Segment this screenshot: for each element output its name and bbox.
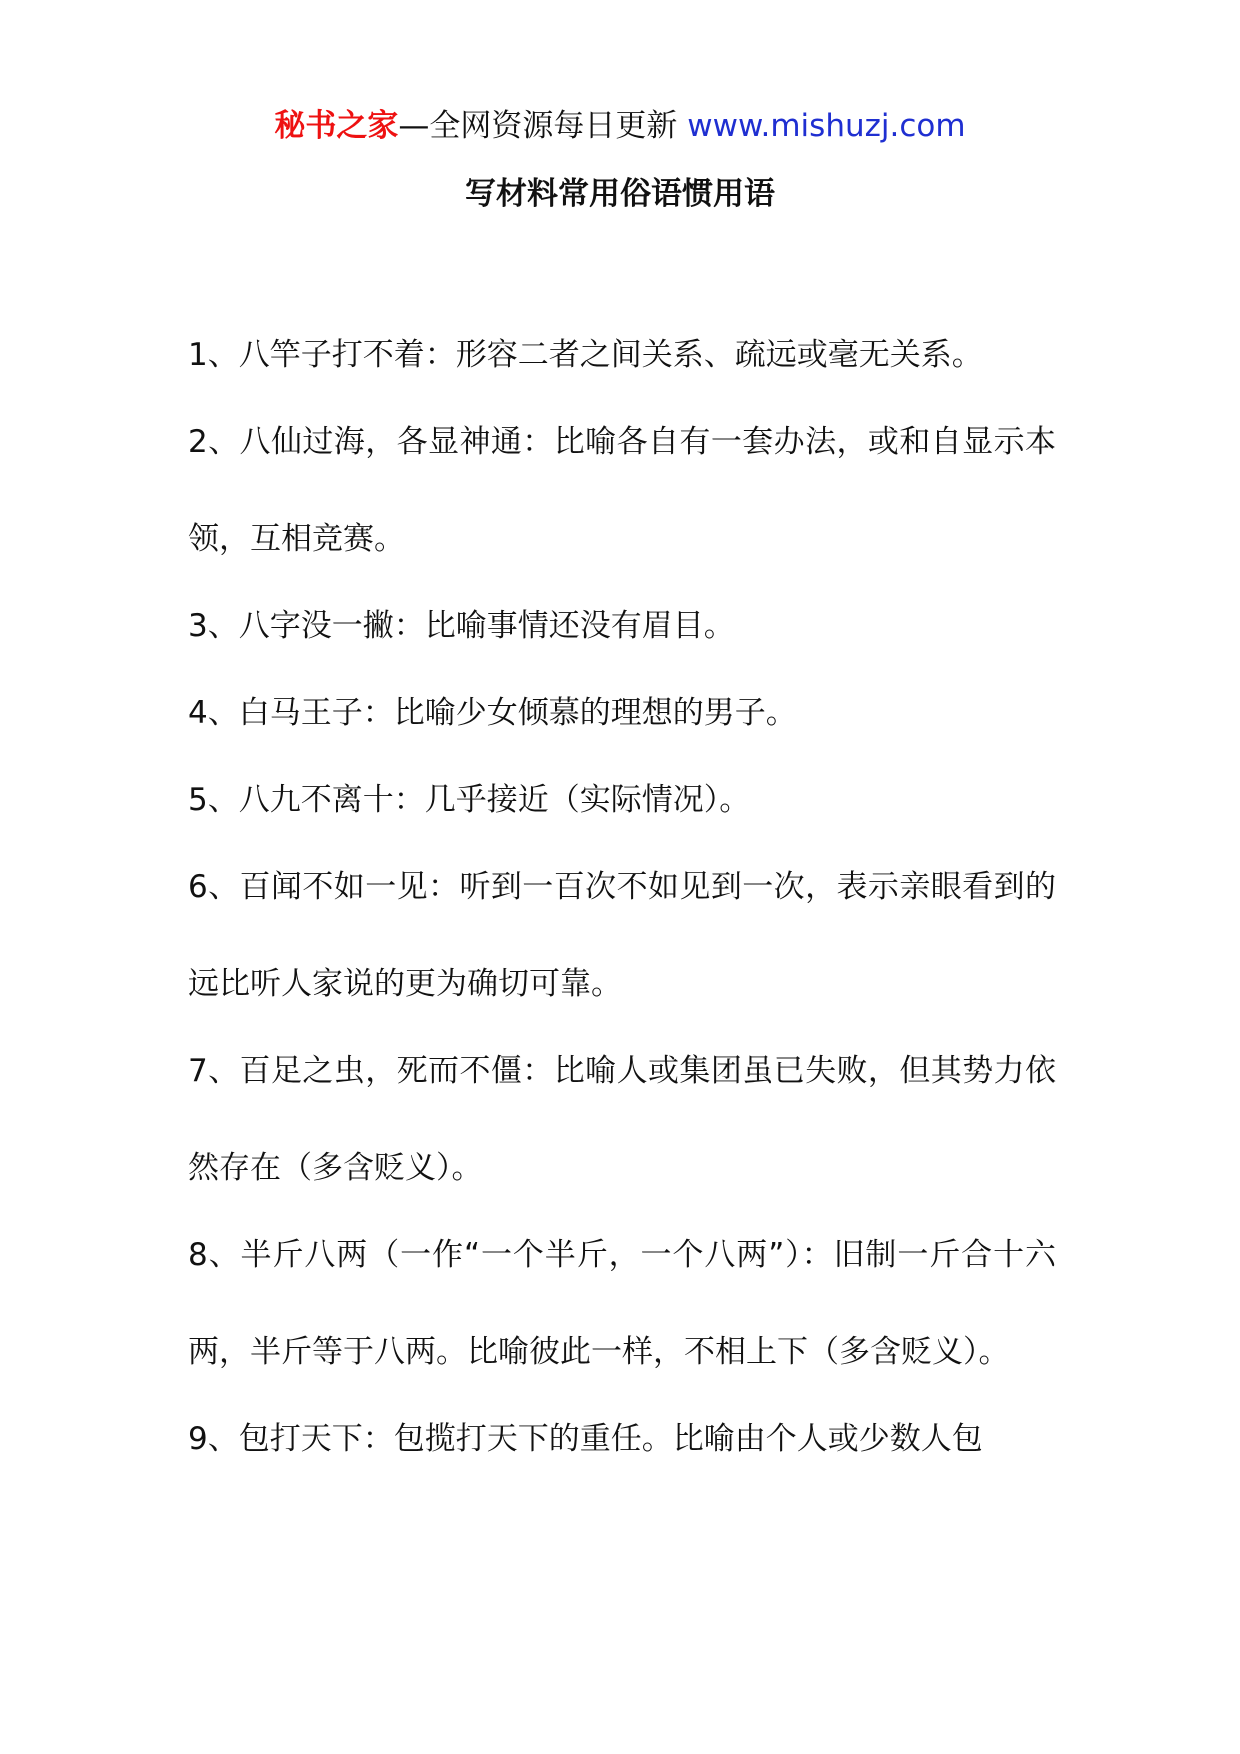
- idiom-entry: 7、百足之虫，死而不僵：比喻人或集团虽已失败，但其势力依然存在（多含贬义）。: [188, 1053, 1056, 1186]
- site-url-link[interactable]: www.mishuzj.com: [687, 108, 966, 144]
- idiom-list: [188, 338, 1056, 1488]
- idiom-entry: 4、白马王子：比喻少女倾慕的理想的男子。: [188, 695, 797, 731]
- idiom-entry: 6、百闻不如一见：听到一百次不如见到一次，表示亲眼看到的远比听人家说的更为确切可靠。: [188, 869, 1056, 1002]
- idiom-entry: 8、半斤八两（一作“一个半斤，一个八两”）：旧制一斤合十六两，半斤等于八两。比喻彼此一样，不相上下（多含贬义）。: [188, 1237, 1056, 1370]
- brand-name: 秘书之家: [274, 108, 399, 144]
- idiom-entry: 5、八九不离十：几乎接近（实际情况）。: [188, 782, 751, 818]
- header-tagline: —全网资源每日更新: [398, 108, 688, 144]
- document-title: 写材料常用俗语惯用语: [465, 176, 775, 212]
- idiom-entry: 3、八字没一撇：比喻事情还没有眉目。: [188, 608, 735, 644]
- idiom-entry: 2、八仙过海，各显神通：比喻各自有一套办法，或和自显示本领，互相竞赛。: [188, 424, 1056, 557]
- idiom-entry: 9、包打天下：包揽打天下的重任。比喻由个人或少数人包: [188, 1421, 983, 1457]
- site-header: [0, 98, 1240, 154]
- idiom-entry: 1、八竿子打不着：形容二者之间关系、疏远或毫无关系。: [188, 337, 983, 373]
